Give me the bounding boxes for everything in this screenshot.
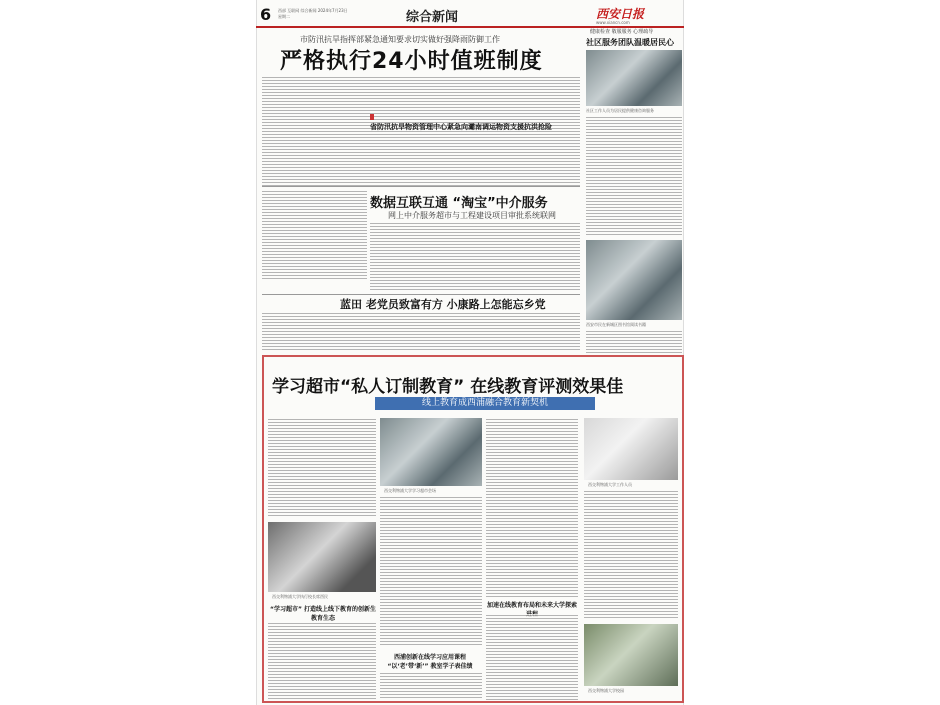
side-top-caption: 社区工作人员为居民提供健康咨询服务 [586, 108, 654, 113]
mid-story-headline: 省防汛抗旱物资管理中心紧急向灞南调运物资支援抗洪抢险 [370, 123, 552, 131]
left-column-text [262, 190, 367, 280]
page-number: 6 [260, 5, 272, 24]
feature-staff-caption: 西交利物浦大学工作人员 [588, 482, 632, 487]
feature-col3b-text [486, 614, 578, 700]
newspaper-logo: 西安日报 [596, 7, 645, 21]
lantian-body-text [262, 312, 580, 352]
divider [262, 294, 580, 295]
side-mid-text [586, 330, 682, 354]
side-top-headline: 社区服务团队温暖居民心 [586, 38, 674, 47]
page-info: 西部 互联网 综合新闻 2024年7月23日 星期二 [278, 8, 348, 19]
taobao-body-text [370, 222, 580, 292]
side-mid-caption: 西安市民在新城区图书馆阅读书籍 [586, 322, 646, 327]
feature-portrait-photo [268, 522, 376, 592]
taobao-subhead: 网上中介服务超市与工程建设项目审批系统联网 [388, 211, 556, 220]
side-top-photo [586, 50, 682, 106]
feature-campus-caption: 西交利物浦大学校园 [588, 688, 624, 693]
feature-subhead-1: “学习超市” 打造线上线下教育的创新生教育生态 [270, 606, 376, 622]
feature-col1b-text [268, 622, 376, 700]
side-top-tag: 健康检查 敬服服务 心理疏导 [590, 29, 654, 35]
feature-col2b-text [380, 672, 482, 700]
feature-subhead-2: 加速在线教育布局和未来大学探索 [486, 602, 577, 609]
lantian-headline: 蓝田 老党员致富有方 小康路上怎能忘乡党 [340, 298, 546, 311]
lead-kicker: 市防汛抗旱指挥部紧急通知要求切实做好强降雨防御工作 [300, 35, 500, 44]
feature-banner: 线上教育成西浦融合教育新契机 [375, 397, 595, 410]
masthead [256, 4, 684, 28]
feature-col2-text [380, 496, 482, 646]
feature-col4-text [584, 490, 678, 620]
taobao-headline: 数据互联互通 “淘宝”中介服务 [370, 196, 548, 211]
feature-campus-photo [584, 624, 678, 686]
feature-portrait-caption: 西交利物浦大学执行校长席酉民 [272, 594, 328, 599]
side-mid-photo [586, 240, 682, 320]
feature-headline: 学习超市“私人订制教育” 在线教育评测效果佳 [272, 377, 624, 397]
feature-col1-text [268, 418, 376, 518]
newspaper-url: www.xiancn.com [596, 20, 630, 25]
divider [262, 186, 580, 187]
feature-staff-photo [584, 418, 678, 480]
feature-event-photo [380, 418, 482, 486]
side-top-text [586, 116, 682, 236]
mid-story-tag [370, 114, 374, 120]
section-title: 综合新闻 [406, 10, 459, 25]
feature-col3-text [486, 418, 578, 598]
feature-event-caption: 西交利物浦大学学习超市会场 [384, 488, 436, 493]
feature-subhead-3: 西浦创新在线学习应用课程 “以‘老’带‘新’” 教室学子表佳绩 [387, 654, 473, 670]
lead-headline: 严格执行24小时值班制度 [280, 49, 543, 74]
